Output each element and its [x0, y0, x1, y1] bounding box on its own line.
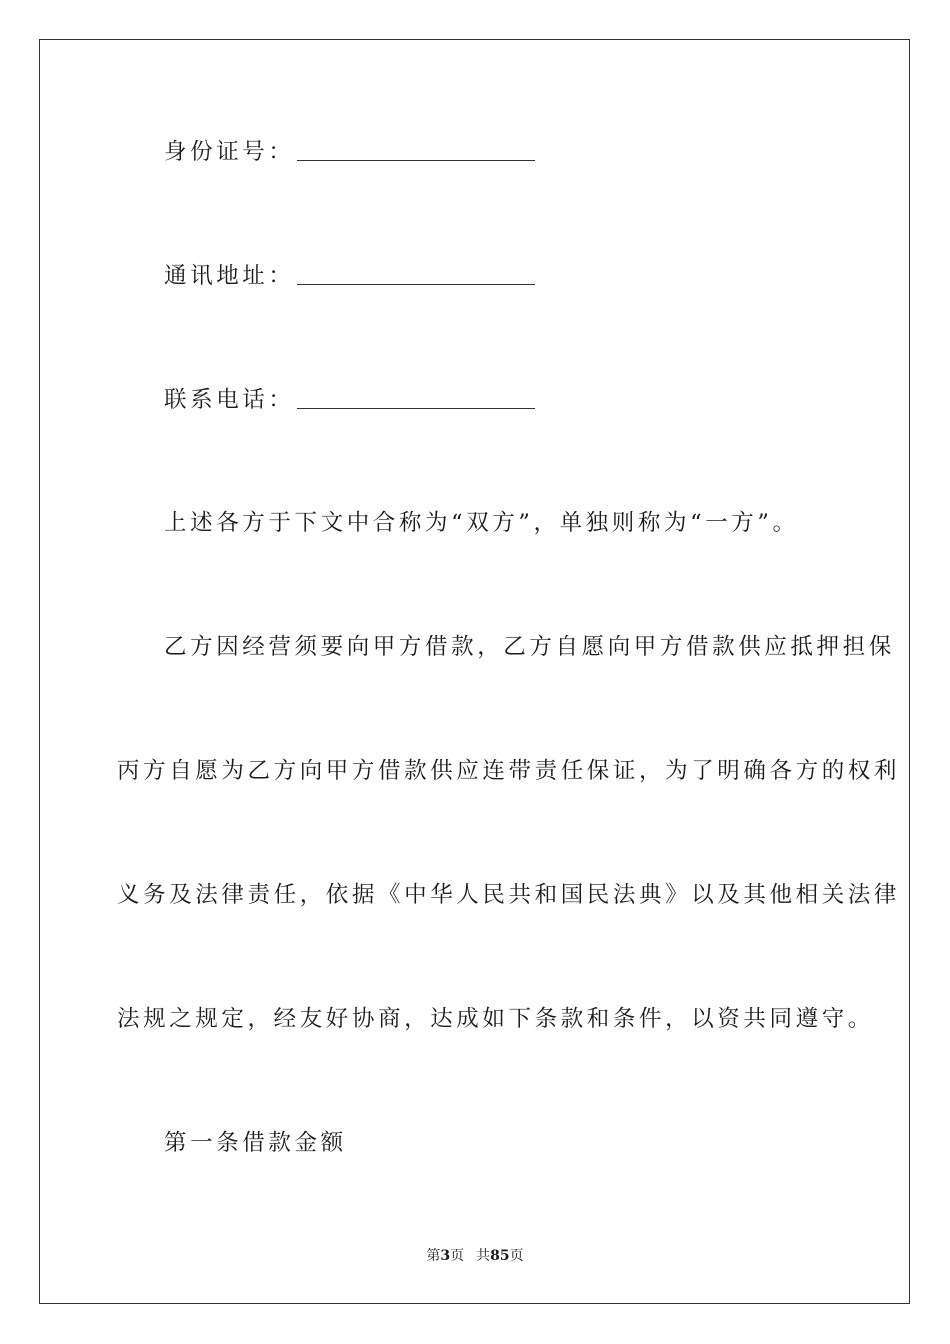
- total-suffix: 页: [509, 1248, 524, 1264]
- page-number: 3: [440, 1248, 451, 1264]
- total-prefix: 共: [476, 1248, 491, 1264]
- paragraph-body-line-3: 义务及法律责任，依据《中华人民共和国民法典》以及其他相关法律: [117, 882, 901, 908]
- total-pages: 85: [490, 1248, 510, 1264]
- address-blank[interactable]: [297, 264, 535, 285]
- address-label: 通讯地址：: [164, 263, 295, 289]
- page-suffix: 页: [450, 1248, 465, 1264]
- paragraph-body-line-4: 法规之规定，经友好协商，达成如下条款和条件，以资共同遵守。: [117, 1006, 874, 1032]
- id-number-blank[interactable]: [297, 140, 535, 161]
- page-footer: [0, 1249, 950, 1263]
- id-number-row: [164, 140, 535, 164]
- phone-blank[interactable]: [297, 388, 535, 409]
- paragraph-body-line-1: 乙方因经营须要向甲方借款，乙方自愿向甲方借款供应抵押担保: [164, 634, 895, 660]
- page-border: [39, 39, 910, 1304]
- paragraph-body-line-2: 丙方自愿为乙方向甲方借款供应连带责任保证，为了明确各方的权利: [117, 758, 901, 784]
- address-row: [164, 264, 535, 288]
- paragraph-parties: 上述各方于下文中合称为“双方”，单独则称为“一方”。: [164, 510, 799, 536]
- article-heading: 第一条借款金额: [164, 1130, 347, 1156]
- page-prefix: 第: [426, 1248, 441, 1264]
- id-number-label: 身份证号：: [164, 139, 295, 165]
- phone-row: [164, 388, 535, 412]
- phone-label: 联系电话：: [164, 387, 295, 413]
